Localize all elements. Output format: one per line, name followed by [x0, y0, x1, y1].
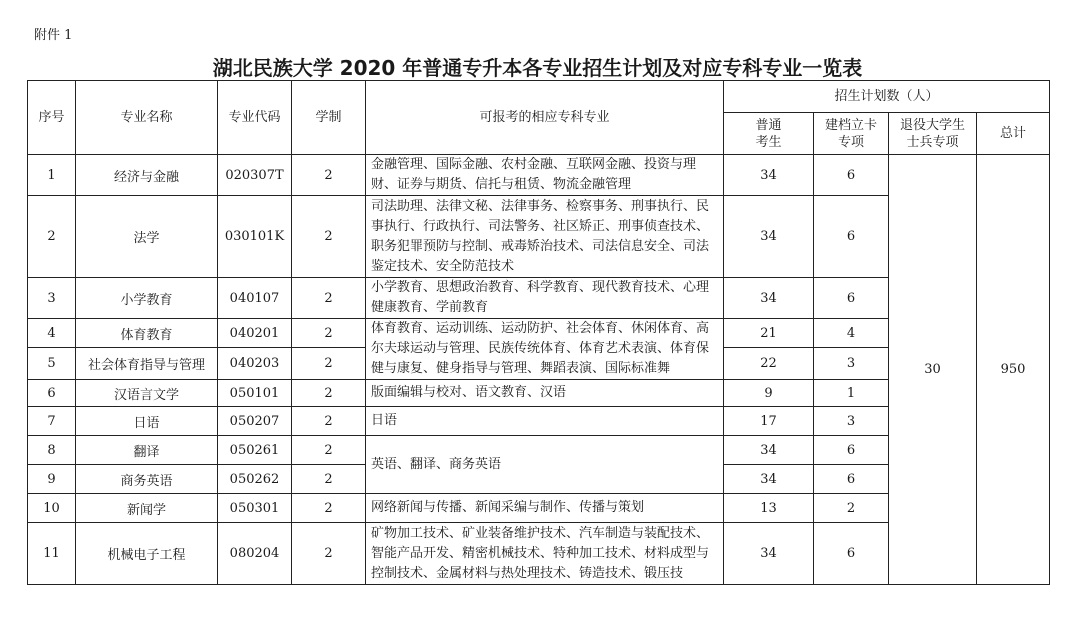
- header-related-majors: 可报考的相应专科专业: [366, 81, 724, 155]
- total-merged-cell: 950: [977, 155, 1050, 585]
- row-regular: 22: [724, 348, 814, 380]
- row-major-code: 050262: [218, 465, 292, 494]
- row-poverty: 1: [814, 380, 889, 407]
- row-poverty: 6: [814, 278, 889, 319]
- row-poverty: 6: [814, 436, 889, 465]
- row-regular: 13: [724, 494, 814, 523]
- row-related-majors: 英语、翻译、商务英语: [366, 436, 724, 494]
- row-major-name: 经济与金融: [76, 155, 218, 196]
- row-poverty: 4: [814, 319, 889, 348]
- table-row: [28, 155, 1050, 196]
- row-poverty: 2: [814, 494, 889, 523]
- enrollment-plan-table: [27, 80, 1050, 585]
- header-seq: 序号: [28, 81, 76, 155]
- row-major-name: 日语: [76, 407, 218, 436]
- row-duration: 2: [292, 494, 366, 523]
- row-no: 1: [28, 155, 76, 196]
- row-related-majors: 版面编辑与校对、语文教育、汉语: [366, 380, 724, 407]
- row-no: 8: [28, 436, 76, 465]
- row-duration: 2: [292, 380, 366, 407]
- row-no: 5: [28, 348, 76, 380]
- row-poverty: 6: [814, 523, 889, 585]
- row-poverty: 3: [814, 348, 889, 380]
- row-duration: 2: [292, 465, 366, 494]
- row-major-code: 020307T: [218, 155, 292, 196]
- row-major-name: 商务英语: [76, 465, 218, 494]
- row-poverty: 3: [814, 407, 889, 436]
- row-major-name: 汉语言文学: [76, 380, 218, 407]
- row-poverty: 6: [814, 155, 889, 196]
- row-no: 6: [28, 380, 76, 407]
- row-related-majors: 矿物加工技术、矿业装备维护技术、汽车制造与装配技术、智能产品开发、精密机械技术、特种加工技术、材料成型与控制技术、金属材料与热处理技术、铸造技术、锻压技: [366, 523, 724, 585]
- row-major-name: 翻译: [76, 436, 218, 465]
- header-plan-group: 招生计划数（人）: [724, 81, 1050, 113]
- row-major-code: 050301: [218, 494, 292, 523]
- row-poverty: 6: [814, 196, 889, 278]
- row-regular: 9: [724, 380, 814, 407]
- row-duration: 2: [292, 278, 366, 319]
- row-major-code: 040203: [218, 348, 292, 380]
- row-major-code: 040107: [218, 278, 292, 319]
- row-no: 4: [28, 319, 76, 348]
- row-duration: 2: [292, 155, 366, 196]
- row-duration: 2: [292, 196, 366, 278]
- row-major-name: 法学: [76, 196, 218, 278]
- row-related-majors: 网络新闻与传播、新闻采编与制作、传播与策划: [366, 494, 724, 523]
- row-regular: 17: [724, 407, 814, 436]
- row-major-name: 机械电子工程: [76, 523, 218, 585]
- attachment-label: 附件 1: [34, 28, 73, 43]
- header-total: 总计: [977, 113, 1050, 155]
- row-related-majors: 小学教育、思想政治教育、科学教育、现代教育技术、心理健康教育、学前教育: [366, 278, 724, 319]
- header-poverty: 建档立卡 专项: [814, 113, 889, 155]
- veteran-merged-cell: 30: [889, 155, 977, 585]
- row-no: 7: [28, 407, 76, 436]
- header-major-code: 专业代码: [218, 81, 292, 155]
- row-related-majors: 金融管理、国际金融、农村金融、互联网金融、投资与理财、证券与期货、信托与租赁、物流金融管理: [366, 155, 724, 196]
- row-major-code: 050261: [218, 436, 292, 465]
- row-regular: 21: [724, 319, 814, 348]
- row-regular: 34: [724, 278, 814, 319]
- header-major-name: 专业名称: [76, 81, 218, 155]
- row-no: 10: [28, 494, 76, 523]
- row-duration: 2: [292, 523, 366, 585]
- row-major-name: 新闻学: [76, 494, 218, 523]
- row-regular: 34: [724, 436, 814, 465]
- row-duration: 2: [292, 348, 366, 380]
- header-veteran: 退役大学生 士兵专项: [889, 113, 977, 155]
- row-no: 11: [28, 523, 76, 585]
- row-regular: 34: [724, 465, 814, 494]
- row-related-majors: 体育教育、运动训练、运动防护、社会体育、休闲体育、高尔夫球运动与管理、民族传统体育、体育艺术表演、体育保健与康复、健身指导与管理、舞蹈表演、国际标准舞: [366, 319, 724, 380]
- row-no: 9: [28, 465, 76, 494]
- row-poverty: 6: [814, 465, 889, 494]
- row-duration: 2: [292, 436, 366, 465]
- row-major-name: 社会体育指导与管理: [76, 348, 218, 380]
- row-major-code: 030101K: [218, 196, 292, 278]
- row-major-code: 050207: [218, 407, 292, 436]
- row-related-majors: 日语: [366, 407, 724, 436]
- header-regular: 普通 考生: [724, 113, 814, 155]
- row-major-code: 040201: [218, 319, 292, 348]
- row-major-code: 050101: [218, 380, 292, 407]
- row-major-name: 体育教育: [76, 319, 218, 348]
- row-no: 3: [28, 278, 76, 319]
- row-no: 2: [28, 196, 76, 278]
- row-regular: 34: [724, 155, 814, 196]
- header-duration: 学制: [292, 81, 366, 155]
- document-title: 湖北民族大学 2020 年普通专升本各专业招生计划及对应专科专业一览表: [212, 56, 863, 80]
- row-major-name: 小学教育: [76, 278, 218, 319]
- row-regular: 34: [724, 196, 814, 278]
- row-major-code: 080204: [218, 523, 292, 585]
- row-duration: 2: [292, 407, 366, 436]
- row-regular: 34: [724, 523, 814, 585]
- row-related-majors: 司法助理、法律文秘、法律事务、检察事务、刑事执行、民事执行、行政执行、司法警务、社区矫正、刑事侦查技术、职务犯罪预防与控制、戒毒矫治技术、司法信息安全、司法鉴定技术、安全防范技术: [366, 196, 724, 278]
- row-duration: 2: [292, 319, 366, 348]
